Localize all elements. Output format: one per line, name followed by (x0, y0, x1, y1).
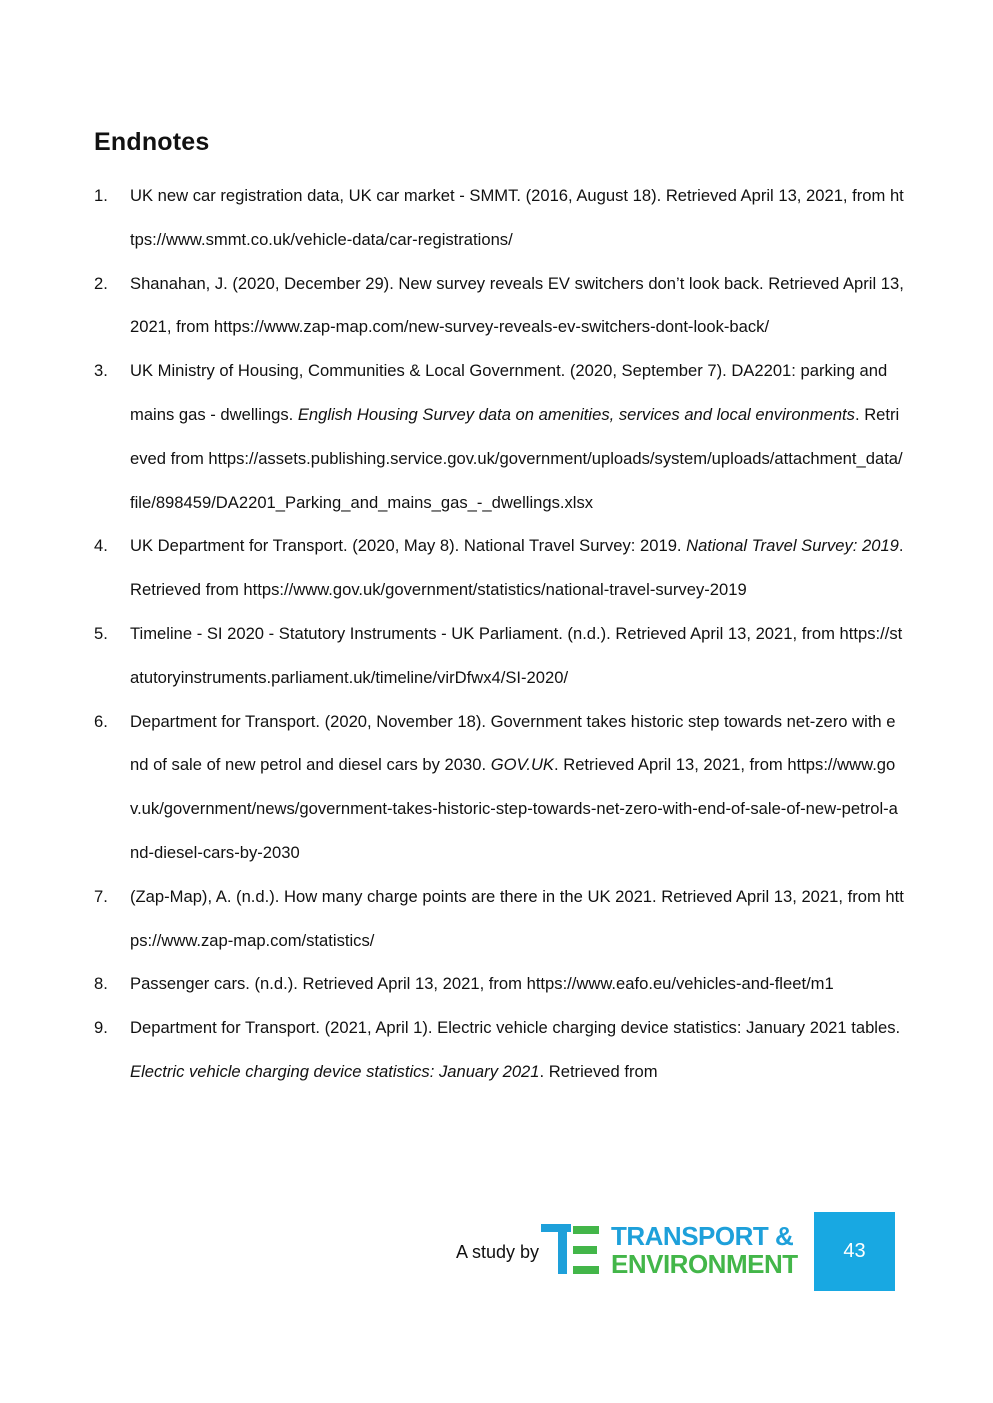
endnote-text: (Zap-Map), A. (n.d.). How many charge points are there in the UK 2021. Retrieved April 13, 2021, from https://www.zap-map.com/statistics/ (130, 886, 904, 950)
endnote-number: 1. (94, 186, 108, 205)
endnote-item (94, 349, 904, 524)
logo-line-transport: TRANSPORT & (611, 1221, 794, 1251)
endnote-item (94, 174, 904, 262)
study-by-label: A study by (456, 1242, 540, 1262)
endnote-item (94, 962, 904, 1006)
endnote-item (94, 1006, 904, 1094)
endnote-text: Department for Transport. (2021, April 1). Electric vehicle charging device statistics: January 2021 tables. Electric vehicle charging device statistics: January 2021. Retrieved from (130, 1018, 901, 1081)
page-title: Endnotes (94, 128, 210, 156)
transport-environment-logo (541, 1222, 806, 1278)
endnote-text: Timeline - SI 2020 - Statutory Instruments - UK Parliament. (n.d.). Retrieved April 13, 2021, from https://statutoryinstruments.parliament.uk/timeline/virDfwx4/SI-2020/ (130, 623, 903, 687)
endnotes-list (94, 174, 904, 1094)
endnote-item (94, 612, 904, 700)
endnote-text: UK new car registration data, UK car market - SMMT. (2016, August 18). Retrieved April 13, 2021, from https://www.smmt.co.uk/vehicle-data/car-registrations/ (130, 186, 904, 249)
logo-wordmark (611, 1222, 798, 1278)
endnote-number: 8. (94, 974, 108, 994)
endnote-number: 3. (94, 361, 108, 381)
endnote-text: Shanahan, J. (2020, December 29). New survey reveals EV switchers don’t look back. Retrieved April 13, 2021, from https://www.zap-map.com/new-survey-reveals-ev-switchers-dont-look-back/ (130, 273, 904, 337)
endnote-text: UK Department for Transport. (2020, May 8). National Travel Survey: 2019. National Travel Survey: 2019. Retrieved from https://www.gov.uk/government/statistics/national-travel-survey-2019 (130, 536, 904, 600)
endnote-number: 4. (94, 536, 108, 556)
endnote-item (94, 262, 904, 350)
endnote-number: 6. (94, 711, 108, 731)
endnote-text: Department for Transport. (2020, November 18). Government takes historic step towards net-zero with end of sale of new petrol and diesel cars by 2030. GOV.UK. Retrieved April 13, 2021, from https://www.gov.uk/government/news/government-takes-historic-step-towards-net-zero-with-end-of-sale-of-new-petrol-and-diesel-cars-by-2030 (130, 711, 898, 862)
endnote-text: UK Ministry of Housing, Communities & Local Government. (2020, September 7). DA2201: parking and mains gas - dwellings. English Housing Survey data on amenities, services and local environments. Retrieved from https://assets.publishing.service.gov.uk/government/uploads/system/uploads/attachment_data/file/898459/DA2201_Parking_and_mains_gas_-_dwellings.xlsx (130, 361, 903, 512)
endnote-number: 9. (94, 1018, 108, 1038)
page-number-box (814, 1212, 895, 1291)
te-logo-mark-icon (541, 1224, 599, 1276)
endnote-item (94, 875, 904, 963)
logo-line-environment: ENVIRONMENT (611, 1249, 798, 1279)
endnote-number: 7. (94, 886, 108, 906)
endnote-text: Passenger cars. (n.d.). Retrieved April 13, 2021, from https://www.eafo.eu/vehicles-and-fleet/m1 (130, 974, 834, 994)
page-footer (456, 1212, 896, 1291)
endnote-number: 5. (94, 623, 108, 643)
endnote-number: 2. (94, 273, 108, 293)
page-number: 43 (843, 1240, 866, 1262)
endnote-item (94, 700, 904, 875)
endnote-item (94, 524, 904, 612)
